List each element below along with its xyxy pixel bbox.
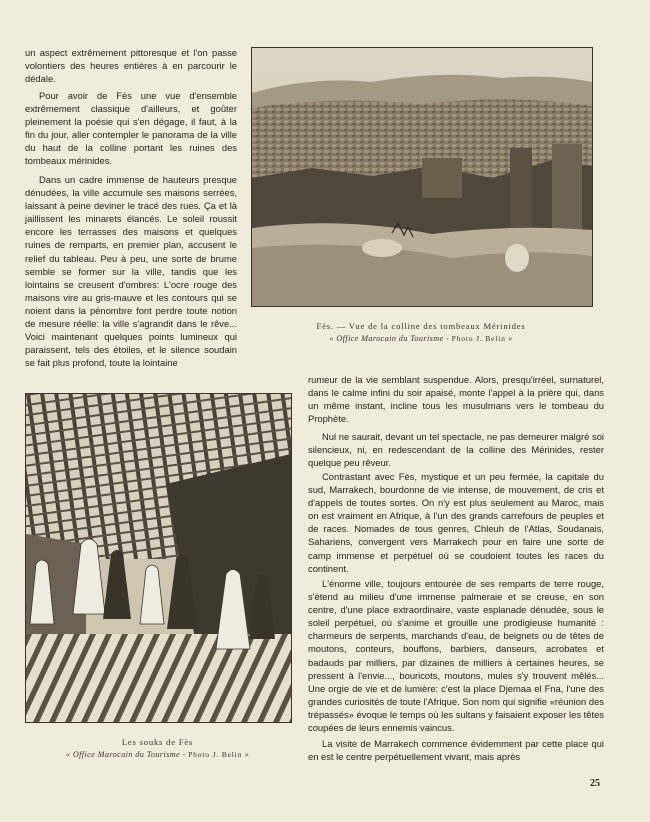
caption-fes-panorama-title: Fès. — Vue de la colline des tombeaux Mérinides [316, 321, 526, 331]
paragraph-left-1: un aspect extrêmement pittoresque et l'on passe volontiers des heures entières à en parcourir le dédale. [25, 47, 237, 85]
paragraph-right-1: rumeur de la vie semblant suspendue. Alors, presqu'irréel, surnaturel, dans le calme infini du soir apaisé, monte l'appel à la prière qui, dans un même instant, incline tous les musulmans vers le tombeau du Prophète. [308, 374, 604, 425]
page-number: 25 [590, 778, 600, 789]
credit-pre: « Office Marocain du Tourisme - [329, 334, 452, 343]
credit-photo: Photo J. Belin [451, 334, 506, 343]
caption-souks-fes [25, 737, 290, 759]
paragraph-left-3: Dans un cadre immense de hauteurs presque dénudées, la ville accumule ses maisons serrées, laissant à peine deviner le tracé des rues. Ça et là jaillissent les minarets élancés. Le soleil roussit encore les terrasses des maisons et quelques ruines de remparts, en premier plan, accusent le relief du tableau. Peu à peu, une sorte de brume semble se former sur la ville, tandis que les lointains se creusent d'ombres: L'ocre rouge des maisons vire au gris-mauve et les contours qui se noient dans la pénombre font perdre toute notion de mesure réelle: la ville s'agrandit dans le rêve... Voici maintenant quelques points lumineux qui paraissent, tels des étoiles, et le silence soudain se fait plus profond, toute la lointaine [25, 174, 237, 369]
caption-fes-panorama [251, 321, 591, 343]
caption-fes-panorama-credit [251, 334, 591, 343]
photo-fes-panorama-image [252, 48, 592, 306]
photo-souks-fes [25, 393, 292, 723]
photo-souks-fes-image [26, 394, 291, 722]
credit-post: » [505, 334, 513, 343]
caption-souks-fes-title: Les souks de Fès [121, 737, 194, 747]
caption-souks-fes-credit [25, 750, 290, 759]
paragraph-right-3: Contrastant avec Fès, mystique et un peu fermée, la capitale du sud, Marrakech, bourdonne de vie intense, de mouvement, de cris et d'appels de toutes sortes. On n'y est plus seulement au Maroc, mais on est vraiment en Afrique, à l'un des grands carrefours de peuples et de races. Nomades de tous genres, Chleuh de l'Atlas, Soudanais, Sahariens, convergent vers Marrakech pour en faire une sorte de camp immense et perpétuel où se coudoient toutes les races du continent. [308, 471, 604, 574]
credit-pre: « Office Marocain du Tourisme - [65, 750, 189, 759]
photo-fes-panorama [251, 47, 593, 307]
credit-post: » [242, 750, 250, 759]
paragraph-right-5: La visite de Marrakech commence évidemment par cette place qui en est le centre perpétuellement vivant, mais après [308, 738, 604, 763]
paragraph-right-2: Nul ne saurait, devant un tel spectacle, ne pas demeurer malgré soi silencieux, ni, en redescendant de la colline des Mérinides, rester quelque peu rêveur. [308, 431, 604, 469]
paragraph-right-4: L'énorme ville, toujours entourée de ses remparts de terre rouge, s'étend au milieu d'une immense palmeraie et se creuse, en son centre, d'une place extraordinaire, vaste esplanade dénudée, sous le soleil perpétuel, où s'anime et grouille une prodigieuse humanité : charmeurs de serpents, marchands d'eau, de beignets ou de têtes de moutons, conteurs, bouffons, barbiers, danseurs, acrobates et badauds par milliers, par dizaines de milliers à certaines heures, se pressent à l'envie..., bouricots, moutons, mules s'y trouvent mêlés... Une orgie de vie et de lumière: c'est la place Djemaa el Fna, l'une des grandes curiosités de toute l'Afrique. Son nom qui signifie «réunion des trépassés» évoque le temps où les sultans y faisaient exposer les têtes coupées de leurs ennemis vaincus. [308, 578, 604, 734]
paragraph-left-2: Pour avoir de Fès une vue d'ensemble extrêmement classique d'ailleurs, et goûter pleinement la poésie qui s'en dégage, il faut, à la fin du jour, aller contempler le panorama de la ville du haut de la colline portant les ruines des tombeaux mérinides. [25, 90, 237, 167]
credit-photo: Photo J. Belin [188, 750, 243, 759]
